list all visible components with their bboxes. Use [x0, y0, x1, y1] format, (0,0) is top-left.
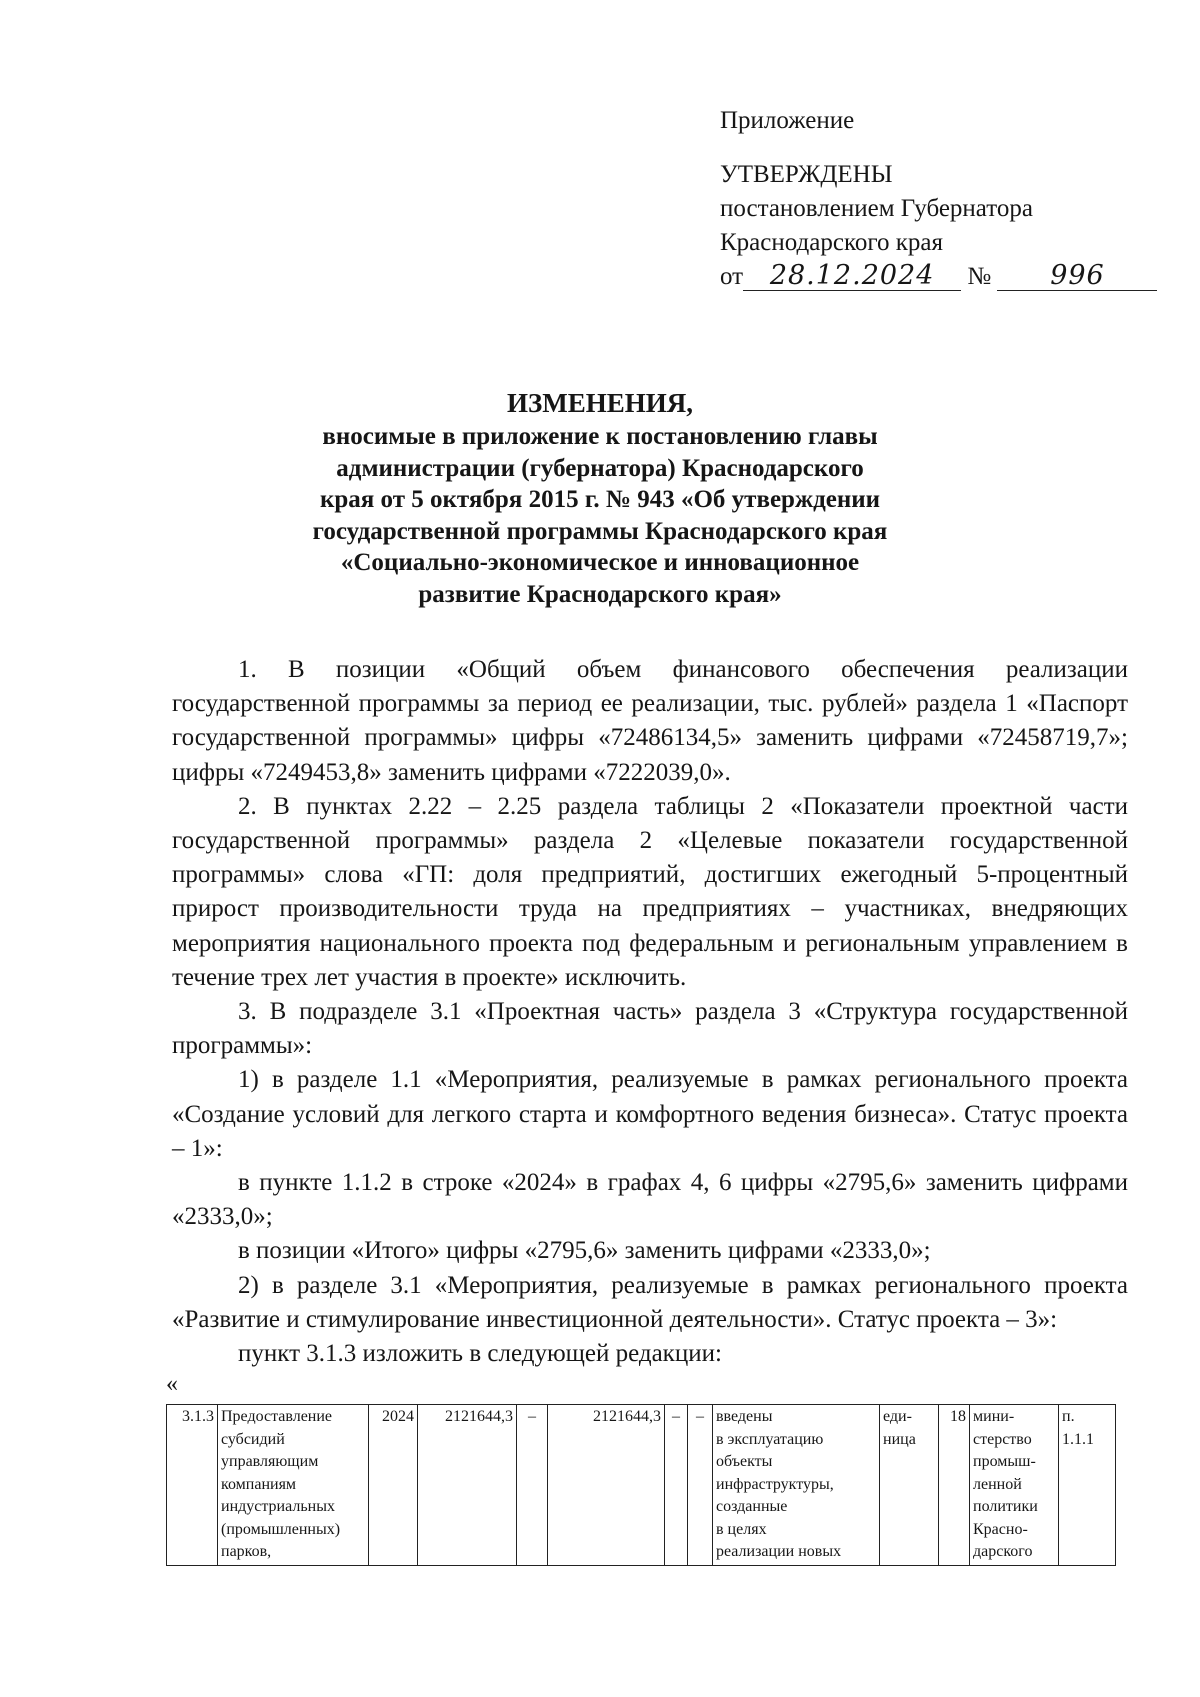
program-table — [166, 1404, 1116, 1566]
title-line: вносимые в приложение к постановлению главы — [322, 423, 878, 450]
approval-block — [720, 104, 1140, 294]
paragraph-2: 2. В пунктах 2.22 – 2.25 раздела таблицы 2 «Показатели проектной части государственной программы» раздела 2 «Целевые показатели государственной программы» слова «ГП: доля предприятий, достигших ежегодный 5-процентный прирост производительности труда на предприятиях – участниках, внедряющих мероприятия национального проекта под федеральным и региональным управлением в течение трех лет участия в проекте» исключить. — [172, 792, 1128, 991]
date-prefix: от — [720, 263, 744, 290]
paragraph-3-2-a: пункт 3.1.3 изложить в следующей редакции: — [238, 1340, 722, 1368]
document-title — [150, 385, 1050, 610]
cell-local: – — [665, 1405, 688, 1566]
open-quote-mark: « — [166, 1371, 178, 1397]
cell-code: 3.1.3 — [167, 1405, 218, 1566]
approved-by-line: постановлением Губернатора — [720, 195, 1033, 222]
approved-label: УТВЕРЖДЕНЫ — [720, 161, 893, 188]
cell-other: – — [688, 1405, 713, 1566]
approved-region-line: Краснодарского края — [720, 229, 943, 256]
title-line: развитие Краснодарского края» — [418, 580, 782, 608]
table-row — [167, 1405, 1116, 1566]
paragraph-1: 1. В позиции «Общий объем финансового обеспечения реализации государственной программы за период ее реализации, тыс. рублей» раздела 1 «Паспорт государственной программы» цифры «72486134,5» заменить цифрами «72458719,7»; цифры «7249453,8» заменить цифрами «7222039,0». — [172, 656, 1128, 786]
cell-total: 2121644,3 — [418, 1405, 517, 1566]
approval-date-number-line — [720, 260, 1140, 294]
cell-regional: 2121644,3 — [548, 1405, 665, 1566]
document-body — [172, 653, 1128, 1371]
paragraph-3-1-b: в позиции «Итого» цифры «2795,6» заменить цифрами «2333,0»; — [238, 1237, 931, 1265]
cell-executor: мини- стерство промыш- ленной политики Красно- дарского — [970, 1405, 1059, 1566]
title-heading: ИЗМЕНЕНИЯ, — [506, 388, 693, 418]
paragraph-3-1: 1) в разделе 1.1 «Мероприятия, реализуемые в рамках регионального проекта «Создание условий для легкого старта и комфортного ведения бизнеса». Статус проекта – 1»: — [172, 1066, 1128, 1162]
cell-name: Предоставление субсидий управляющим компаниям индустриальных (промышленных) парков, — [218, 1405, 369, 1566]
title-line: администрации (губернатора) Краснодарского — [336, 454, 864, 482]
cell-federal: – — [517, 1405, 548, 1566]
cell-unit: еди- ница — [880, 1405, 939, 1566]
paragraph-3-1-a: в пункте 1.1.2 в строке «2024» в графах 4, 6 цифры «2795,6» заменить цифрами «2333,0»; — [172, 1169, 1128, 1231]
cell-reference: п. 1.1.1 — [1059, 1405, 1116, 1566]
handwritten-date: 28.12.2024 — [743, 262, 961, 291]
cell-indicator: введены в эксплуатацию объекты инфраструктуры, созданные в целях реализации новых — [713, 1405, 880, 1566]
appendix-label: Приложение — [720, 107, 855, 134]
paragraph-3: 3. В подразделе 3.1 «Проектная часть» раздела 3 «Структура государственной программы»: — [172, 998, 1128, 1060]
title-line: края от 5 октября 2015 г. № 943 «Об утверждении — [319, 486, 881, 513]
handwritten-number: 996 — [997, 262, 1157, 291]
title-line: государственной программы Краснодарского края — [312, 517, 888, 545]
number-prefix: № — [967, 263, 992, 290]
cell-value: 18 — [939, 1405, 970, 1566]
paragraph-3-2: 2) в разделе 3.1 «Мероприятия, реализуемые в рамках регионального проекта «Развитие и стимулирование инвестиционной деятельности». Статус проекта – 3»: — [172, 1271, 1128, 1333]
cell-year: 2024 — [369, 1405, 418, 1566]
title-line: «Социально-экономическое и инновационное — [340, 549, 860, 576]
